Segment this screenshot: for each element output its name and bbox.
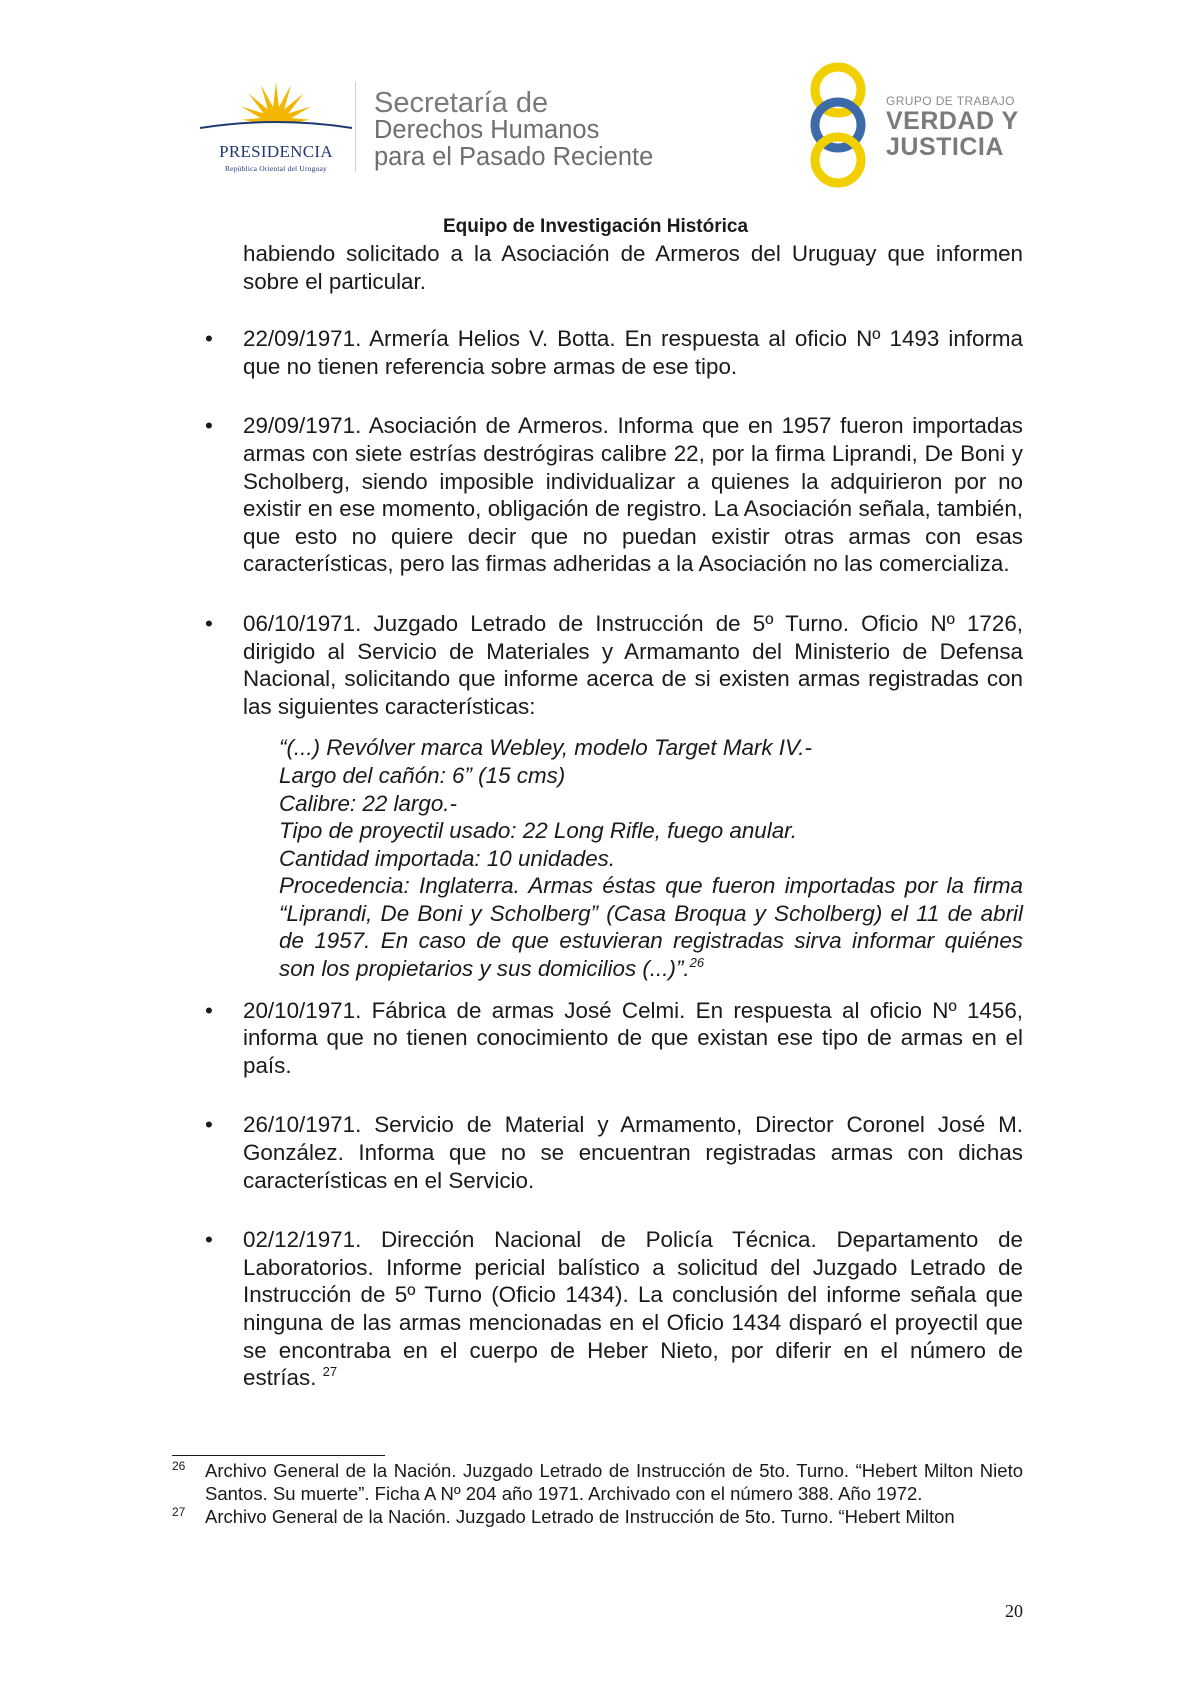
quote-line: Calibre: 22 largo.- [279,790,457,816]
bullet-icon: • [205,1227,213,1253]
footnote-ref-26[interactable]: 26 [689,955,705,971]
gtvj-small-text: GRUPO DE TRABAJO [886,94,1015,108]
gtvj-line-1: VERDAD Y [886,107,1019,135]
list-item-text: 02/12/1971. Dirección Nacional de Policía Técnica. Departamento de Laboratorios. Informe pericial balístico a solicitud del Juzgado Letrado de Instrucción de 5º Turno (Oficio 1434). La conclusión del informe señala que ninguna de las armas mencionadas en el Oficio 1434 disparó el proyectil que se encontraba en el cuerpo de Heber Nieto, por diferir en el número de estrías. [243,1227,1023,1391]
list-item-text: 26/10/1971. Servicio de Material y Armamento, Director Coronel José M. González. Informa que no se encuentran registradas armas con dichas características en el Servicio. [243,1112,1023,1193]
bullet-icon: • [205,413,213,439]
quote-line: Tipo de proyectil usado: 22 Long Rifle, fuego anular. [279,818,798,844]
quote-paragraph [279,872,1023,982]
header-divider [355,82,356,172]
bullet-icon: • [205,997,213,1023]
bullet-icon: • [205,1112,213,1138]
presidencia-subtitle: República Oriental del Uruguay [224,164,327,173]
quote-line: “(...) Revólver marca Webley, modelo Target Mark IV.- [279,735,812,761]
page-header [0,0,1191,237]
footnote-27 [172,1505,1023,1528]
bullet-icon: • [205,326,213,352]
quote-text: Procedencia: Inglaterra. Armas éstas que fueron importadas por la firma “Liprandi, De Boni y Scholberg” (Casa Broqua y Scholberg) el 11 de abril de 1957. En caso de que estuvieran registradas sirva informar quiénes son los propietarios y sus domicilios (...)”. [279,873,1023,982]
presidencia-word: PRESIDENCIA [219,142,333,161]
footnote-text: Archivo General de la Nación. Juzgado Letrado de Instrucción de 5to. Turno. “Hebert Milton Nieto Santos. Su muerte”. Ficha A Nº 204 año 1971. Archivado con el número 388. Año 1972. [205,1460,1023,1504]
uruguay-sun-icon [196,78,356,140]
secretaria-line-2: Derechos Humanos [374,116,600,144]
presidencia-logo [196,78,356,178]
equipo-heading: Equipo de Investigación Histórica [442,216,749,237]
gtvj-title [886,94,1019,160]
secretaria-title [374,87,654,171]
list-item [205,325,1023,380]
list-item [205,610,1023,720]
linked-rings-icon [808,60,868,190]
footnote-26 [172,1459,1023,1505]
secretaria-line-1: Secretaría de [374,87,549,119]
list-item [205,1111,1023,1194]
list-item [205,412,1023,578]
footnote-separator [172,1455,385,1456]
footnote-number: 27 [172,1505,186,1519]
footnotes [172,1459,1023,1528]
secretaria-line-3: para el Pasado Reciente [374,143,654,171]
intro-paragraph: habiendo solicitado a la Asociación de Armeros del Uruguay que informen sobre el particular. [243,241,1023,294]
list-item [205,997,1023,1080]
footnote-number: 26 [172,1459,186,1473]
quote-line: Cantidad importada: 10 unidades. [279,845,616,871]
list-item-text: 22/09/1971. Armería Helios V. Botta. En respuesta al oficio Nº 1493 informa que no tienen referencia sobre armas de ese tipo. [243,326,1023,379]
gtvj-line-2: JUSTICIA [886,133,1004,161]
list-item [205,1226,1023,1392]
page-body [205,240,1023,1392]
list-item-text: 20/10/1971. Fábrica de armas José Celmi. En respuesta al oficio Nº 1456, informa que no tienen conocimiento de que existan ese tipo de armas en el país. [243,997,1023,1078]
page-number: 20 [1005,1601,1023,1621]
bullet-icon: • [205,610,213,636]
footnote-ref-27[interactable]: 27 [322,1364,338,1380]
block-quote [279,734,1023,982]
list-item-text: 29/09/1971. Asociación de Armeros. Informa que en 1957 fueron importadas armas con siete estrías destrógiras calibre 22, por la firma Liprandi, De Boni y Scholberg, siendo imposible individualizar a quienes la adquirieron por no existir en ese momento, obligación de registro. La Asociación señala, también, que esto no quiere decir que no puedan existir otras armas con esas características, pero las firmas adheridas a la Asociación no las comercializa. [243,413,1023,577]
footnote-text: Archivo General de la Nación. Juzgado Letrado de Instrucción de 5to. Turno. “Hebert Milton [205,1506,955,1527]
quote-line: Largo del cañón: 6” (15 cms) [279,762,566,788]
list-item-text: 06/10/1971. Juzgado Letrado de Instrucción de 5º Turno. Oficio Nº 1726, dirigido al Servicio de Materiales y Armamanto del Ministerio de Defensa Nacional, solicitando que informe acerca de si existen armas registradas con las siguientes características: [243,610,1023,719]
gtvj-logo [808,60,868,190]
